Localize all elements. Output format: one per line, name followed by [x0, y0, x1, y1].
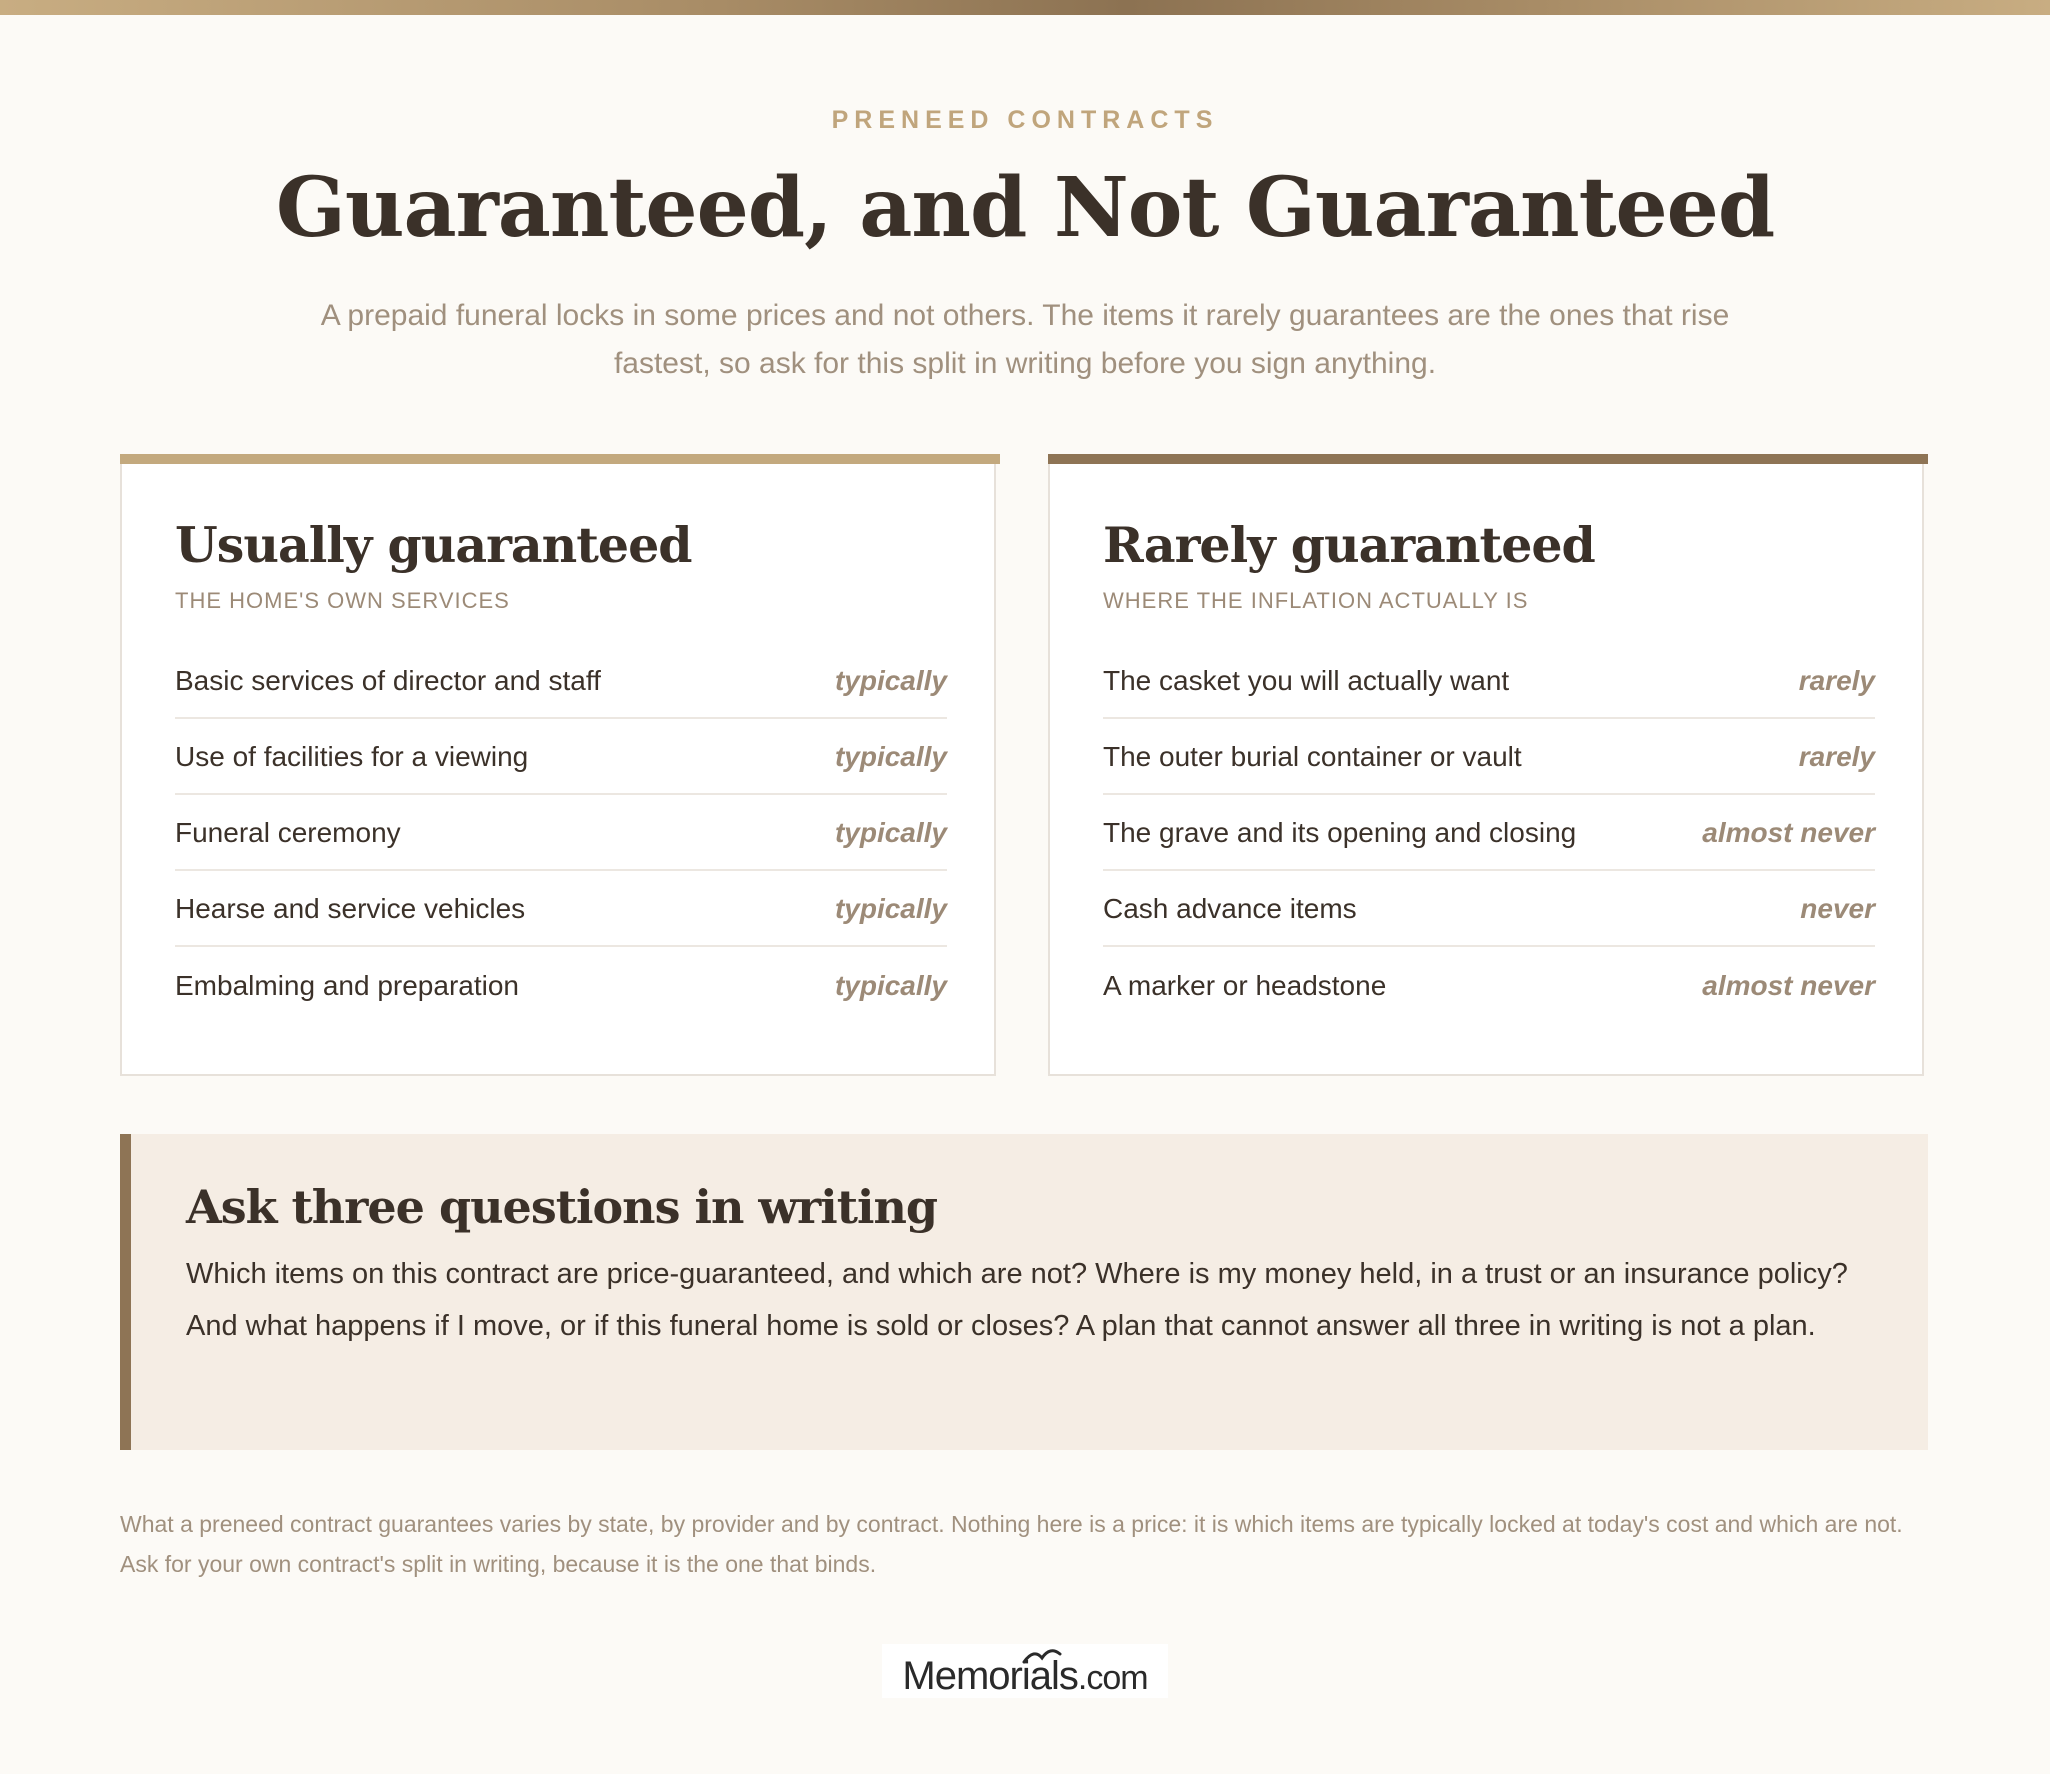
callout-title: Ask three questions in writing	[186, 1180, 938, 1234]
logo-suffix: .com	[1077, 1659, 1148, 1697]
guarantee-level: typically	[834, 816, 947, 848]
guarantee-level: typically	[834, 664, 947, 696]
guarantee-level: typically	[834, 892, 947, 924]
item-name: A marker or headstone	[1103, 969, 1387, 1001]
item-name: Use of facilities for a viewing	[175, 740, 529, 772]
guarantee-list	[1103, 644, 1875, 1024]
list-item	[1103, 644, 1875, 719]
item-name: Hearse and service vehicles	[175, 892, 526, 924]
list-item	[1103, 796, 1875, 871]
list-item	[1103, 948, 1875, 1023]
guarantee-level: typically	[834, 740, 947, 772]
item-name: Basic services of director and staff	[175, 664, 601, 696]
list-item	[1103, 720, 1875, 795]
item-name: The grave and its opening and closing	[1103, 816, 1577, 848]
logo-wordmark	[882, 1654, 1168, 1699]
list-item	[175, 872, 947, 947]
page-subtitle: A prepaid funeral locks in some prices and not others. The items it rarely guarantees are the ones that rise fastest, so ask for this split in writing before you sign anything.	[320, 299, 1730, 380]
guarantee-list	[175, 644, 947, 1024]
item-name: Funeral ceremony	[175, 816, 401, 848]
item-name: The outer burial container or vault	[1103, 740, 1522, 772]
card-title: Rarely guaranteed	[1103, 516, 1595, 574]
guarantee-level: almost never	[1702, 816, 1875, 848]
item-name: The casket you will actually want	[1103, 664, 1510, 696]
rarely-guaranteed-card	[1048, 454, 1924, 1076]
list-item	[175, 644, 947, 719]
logo-name: Memorials	[902, 1654, 1078, 1698]
card-subtitle: WHERE THE INFLATION ACTUALLY IS	[1103, 588, 1529, 613]
guarantee-level: almost never	[1702, 969, 1875, 1001]
memorials-logo[interactable]	[882, 1644, 1168, 1698]
top-accent-bar	[0, 0, 2050, 15]
page-title: Guaranteed, and Not Guaranteed	[275, 160, 1775, 256]
card-title: Usually guaranteed	[175, 516, 692, 574]
eyebrow-label: PRENEED CONTRACTS	[831, 106, 1219, 134]
card-subtitle: THE HOME'S OWN SERVICES	[175, 588, 510, 613]
list-item	[1103, 872, 1875, 947]
ask-questions-callout	[120, 1134, 1928, 1450]
guarantee-level: rarely	[1798, 740, 1875, 772]
item-name: Embalming and preparation	[175, 969, 519, 1001]
guarantee-level: rarely	[1798, 664, 1875, 696]
card-accent-bar	[1048, 454, 1928, 464]
list-item	[175, 720, 947, 795]
footnote: What a preneed contract guarantees varies by state, by provider and by contract. Nothing here is a price: it is which items are typically locked at today's cost and which are not. Ask for your own contract's split in writing, because it is the one that binds.	[120, 1511, 1903, 1577]
callout-body: Which items on this contract are price-guaranteed, and which are not? Where is my money held, in a trust or an insurance policy? And what happens if I move, or if this funeral home is sold or closes? A plan that cannot answer all three in writing is not a plan.	[186, 1258, 1848, 1342]
guarantee-level: typically	[834, 969, 947, 1001]
list-item	[175, 796, 947, 871]
list-item	[175, 948, 947, 1023]
card-accent-bar	[120, 454, 1000, 464]
guarantee-level: never	[1800, 892, 1875, 924]
item-name: Cash advance items	[1103, 892, 1357, 924]
usually-guaranteed-card	[120, 454, 996, 1076]
